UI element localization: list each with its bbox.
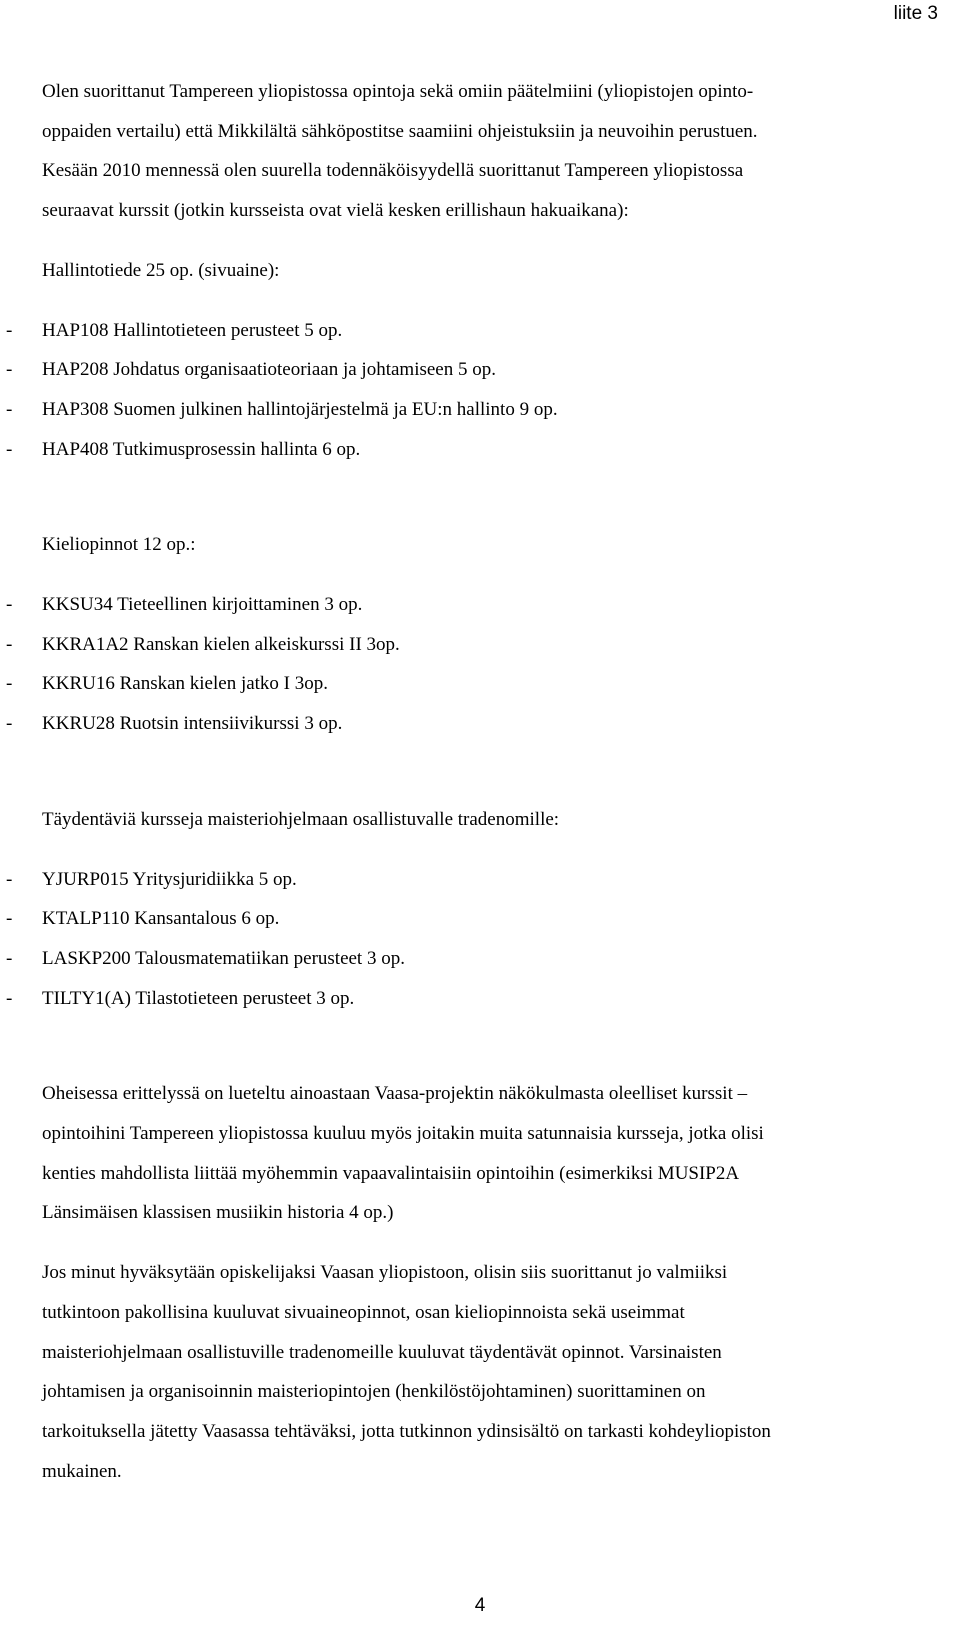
closing-line: kenties mahdollista liittää myöhemmin vapaavalintaisiin opintoihin (esimerkiksi MUSIP2A <box>42 1162 740 1184</box>
list-dash: - <box>6 947 13 969</box>
course-text: LASKP200 Talousmatematiikan perusteet 3 op. <box>42 947 405 969</box>
closing-paragraph-2 <box>42 1253 932 1491</box>
intro-line: oppaiden vertailu) että Mikkilältä sähköpostitse saamiini ohjeistuksiin ja neuvoihin perustuen. <box>42 120 758 142</box>
course-list <box>6 311 932 470</box>
closing-line: tarkoituksella jätetty Vaasassa tehtäväksi, jotta tutkinnon ydinsisältö on tarkasti kohdeyliopiston <box>42 1420 771 1442</box>
intro-line: Kesään 2010 mennessä olen suurella todennäköisyydellä suorittanut Tampereen yliopistossa <box>42 160 744 182</box>
list-dash: - <box>6 359 13 381</box>
course-item <box>6 430 932 470</box>
section-heading: Hallintotiede 25 op. (sivuaine): <box>42 259 280 281</box>
course-item <box>6 311 932 351</box>
list-dash: - <box>6 319 13 341</box>
list-dash: - <box>6 908 13 930</box>
course-item <box>6 704 932 744</box>
list-dash: - <box>6 713 13 735</box>
list-dash: - <box>6 594 13 616</box>
appendix-label: liite 3 <box>893 3 938 24</box>
course-list <box>6 860 932 1019</box>
list-dash: - <box>6 673 13 695</box>
list-dash: - <box>6 398 13 420</box>
course-text: YJURP015 Yritysjuridiikka 5 op. <box>42 868 297 890</box>
section-heading: Täydentäviä kursseja maisteriohjelmaan osallistuvalle tradenomille: <box>42 808 560 830</box>
course-text: KKSU34 Tieteellinen kirjoittaminen 3 op. <box>42 594 363 616</box>
course-item <box>6 585 932 625</box>
list-dash: - <box>6 438 13 460</box>
closing-line: tutkintoon pakollisina kuuluvat sivuaineopinnot, osan kieliopinnoista sekä useimmat <box>42 1301 685 1323</box>
course-item <box>6 939 932 979</box>
course-item <box>6 350 932 390</box>
intro-paragraph <box>42 72 932 231</box>
course-text: HAP108 Hallintotieteen perusteet 5 op. <box>42 319 343 341</box>
closing-line: Jos minut hyväksytään opiskelijaksi Vaasan yliopistoon, olisin siis suorittanut jo valmiiksi <box>42 1262 728 1284</box>
course-item <box>6 979 932 1019</box>
course-text: KKRA1A2 Ranskan kielen alkeiskurssi II 3op. <box>42 633 400 655</box>
list-dash: - <box>6 868 13 890</box>
course-text: KTALP110 Kansantalous 6 op. <box>42 908 280 930</box>
closing-line: Oheisessa erittelyssä on lueteltu ainoastaan Vaasa-projektin näkökulmasta oleelliset kurssit – <box>42 1083 748 1105</box>
closing-line: opintoihini Tampereen yliopistossa kuuluu myös joitakin muita satunnaisia kursseja, jotka olisi <box>42 1123 764 1145</box>
intro-line: Olen suorittanut Tampereen yliopistossa opintoja sekä omiin päätelmiini (yliopistojen opinto- <box>42 81 754 102</box>
course-text: TILTY1(A) Tilastotieteen perusteet 3 op. <box>42 987 355 1009</box>
course-text: KKRU16 Ranskan kielen jatko I 3op. <box>42 673 329 695</box>
list-dash: - <box>6 987 13 1009</box>
list-dash: - <box>6 633 13 655</box>
course-item <box>6 625 932 665</box>
course-item <box>6 860 932 900</box>
course-list <box>6 585 932 744</box>
closing-line: mukainen. <box>42 1460 122 1482</box>
section-taydentavat <box>6 800 932 1019</box>
course-text: KKRU28 Ruotsin intensiivikurssi 3 op. <box>42 713 343 735</box>
document-body <box>6 72 932 1491</box>
course-text: HAP208 Johdatus organisaatioteoriaan ja johtamiseen 5 op. <box>42 359 496 381</box>
page-number: 4 <box>474 1595 486 1616</box>
course-item <box>6 899 932 939</box>
course-item <box>6 664 932 704</box>
course-text: HAP408 Tutkimusprosessin hallinta 6 op. <box>42 438 361 460</box>
intro-line: seuraavat kurssit (jotkin kursseista ovat vielä kesken erillishaun hakuaikana): <box>42 200 629 222</box>
closing-line: Länsimäisen klassisen musiikin historia 4 op.) <box>42 1202 394 1224</box>
closing-line: maisteriohjelmaan osallistuville tradenomeille kuuluvat täydentävät opinnot. Varsinaisten <box>42 1341 722 1363</box>
closing-line: johtamisen ja organisoinnin maisteriopintojen (henkilöstöjohtaminen) suorittaminen on <box>42 1381 706 1403</box>
section-kieliopinnot <box>6 525 932 744</box>
course-text: HAP308 Suomen julkinen hallintojärjestelmä ja EU:n hallinto 9 op. <box>42 398 558 420</box>
course-item <box>6 390 932 430</box>
section-hallintotiede <box>6 251 932 470</box>
section-heading: Kieliopinnot 12 op.: <box>42 534 196 556</box>
closing-paragraph-1 <box>42 1074 932 1233</box>
